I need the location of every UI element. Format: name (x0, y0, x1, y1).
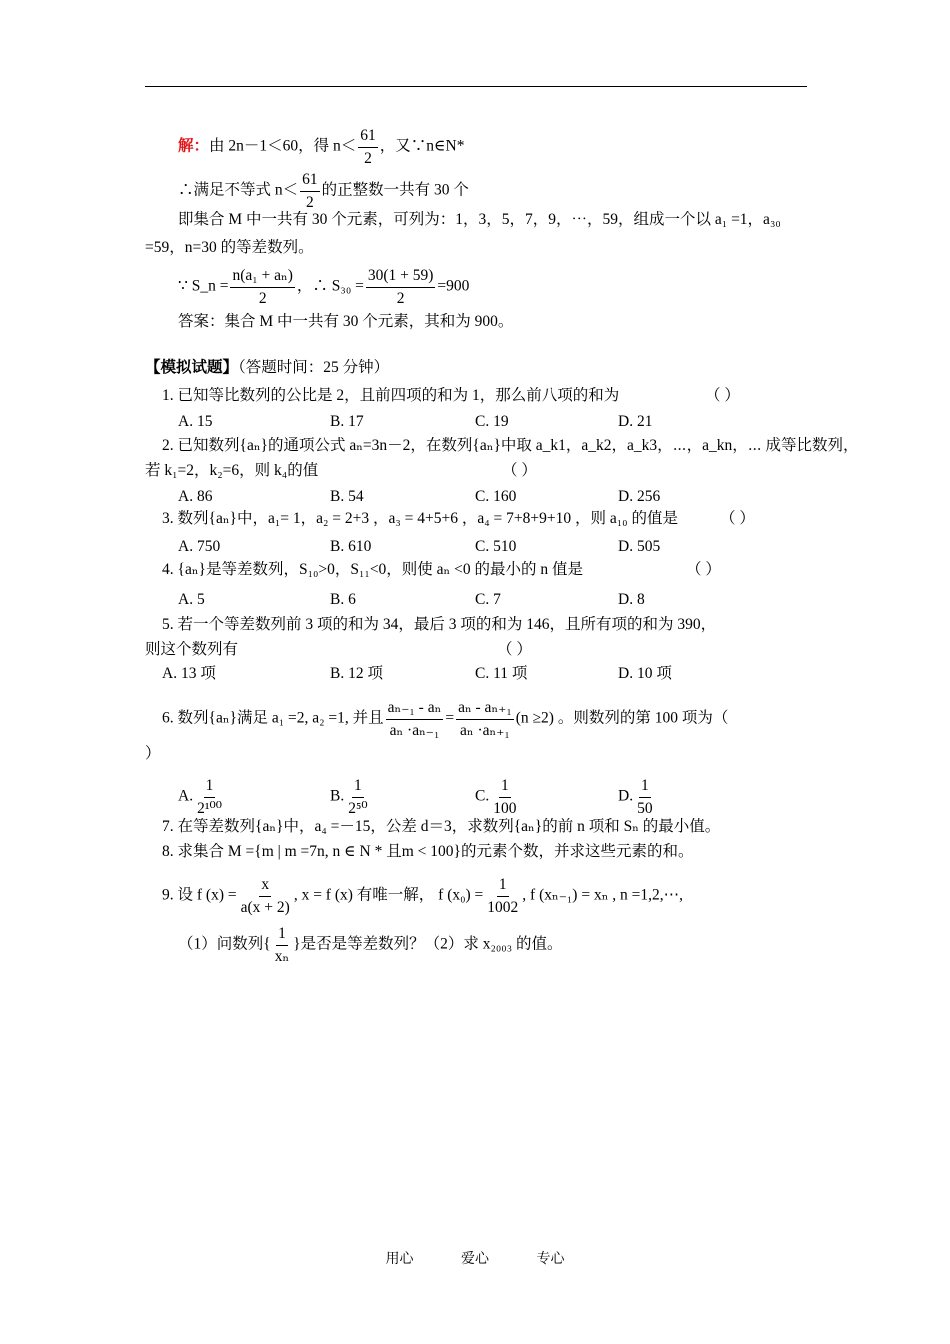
question-9-subparts: （1）问数列{ $\frac{1}{\text{xₙ}}$ }是否是等差数列？（2）求 x₂₀₀₃ 的值。 (178, 925, 563, 965)
option-a: A. 13 项 (162, 665, 216, 682)
question-4: 4. {aₙ}是等差数列，S₁₀>0，S₁₁<0，则使 aₙ <0 的最小的 n 值是 (162, 561, 584, 578)
fraction: $\frac{\text{n(a₁ + aₙ)}}{2}$ (232, 267, 293, 307)
option-d: D. 256 (618, 488, 661, 505)
answer-paren: （ ） (686, 561, 721, 578)
section-time: （答题时间：25 分钟） (238, 359, 390, 376)
answer-paren: （ ） (497, 641, 532, 658)
option-a: A. 15 (178, 413, 213, 430)
option-d: D. 10 项 (618, 665, 672, 682)
question-3: 3. 数列{aₙ}中，a₁= 1，a₂ = 2+3 ，a₃ = 4+5+6 ，a₄ = 7+8+9+10 ，则 a₁₀ 的值是 (162, 510, 678, 527)
fraction: $\frac{x}{a(x + 2)}$ (240, 876, 290, 916)
header-rule (145, 86, 807, 87)
answer-paren: （ ） (705, 387, 740, 404)
option-b: B. 610 (330, 538, 372, 555)
footer-text: 专心 (536, 1252, 565, 1267)
solution-line-1: 解：由 2n－1＜60，得 n＜ $\frac{61}{2}$ ，又∵n∈N* (178, 127, 465, 167)
solution-line-2: ∴满足不等式 n＜ $\frac{61}{2}$ 的正整数一共有 30 个 (178, 171, 469, 211)
option-d: D. 21 (618, 413, 653, 430)
option-d: D. $\frac{1}{50}$ (618, 777, 653, 817)
option-a: A. 5 (178, 591, 205, 608)
option-b: B. 6 (330, 591, 356, 608)
question-8: 8. 求集合 M ={m | m =7n, n ∈ N * 且m < 100}的元素个数，并求这些元素的和。 (162, 843, 694, 860)
question-1: 1. 已知等比数列的公比是 2，且前四项的和为 1，那么前八项的和为 (162, 387, 620, 404)
footer-text: 用心 (385, 1252, 414, 1267)
fraction: $\frac{61}{2}$ (360, 127, 376, 167)
question-6-close: ） (145, 745, 161, 762)
answer-paren: （ ） (502, 462, 537, 479)
option-c: C. 510 (475, 538, 517, 555)
option-b: B. 12 项 (330, 665, 383, 682)
fraction: $\frac{1}{100}$ (493, 777, 517, 817)
question-2-line-2: 若 k₁=2，k₂=6，则 k₄的值 (145, 462, 319, 479)
option-a: A. $\frac{1}{\text{2¹⁰⁰}}$ (178, 777, 222, 817)
question-6: 6. 数列{aₙ}满足 a₁ =2, a₂ =1, 并且 $\frac{\text{aₙ₋₁ - aₙ}}{\text{aₙ ·aₙ₋₁}}$ = $\frac{\text{aₙ - aₙ₊₁}}{\text{aₙ ·aₙ₊₁}}$ (n ≥2) 。则数列的第 100 项为（ (162, 699, 729, 739)
section-title: 【模拟试题】 (145, 359, 239, 376)
fraction: $\frac{30(1 + 59)}{2}$ (367, 267, 434, 307)
fraction: $\frac{1}{\text{xₙ}}$ (274, 925, 290, 965)
option-c: C. $\frac{1}{100}$ (475, 777, 517, 817)
footer-text: 爱心 (461, 1252, 489, 1267)
fraction: $\frac{1}{\text{2⁵⁰}}$ (348, 777, 368, 817)
question-2-line-1: 2. 已知数列{aₙ}的通项公式 aₙ=3n－2，在数列{aₙ}中取 a_k1，a_k2，a_k3，⋯，a_kn，⋯ 成等比数列， (162, 437, 859, 454)
question-5-line-1: 5. 若一个等差数列前 3 项的和为 34，最后 3 项的和为 146，且所有项的和为 390， (162, 616, 717, 633)
solution-answer: 答案：集合 M 中一共有 30 个元素，其和为 900。 (178, 313, 514, 330)
solution-line-4: =59，n=30 的等差数列。 (145, 239, 314, 256)
fraction: $\frac{1}{\text{2¹⁰⁰}}$ (197, 777, 222, 817)
section-heading (145, 358, 389, 378)
page-footer (0, 1248, 950, 1268)
solution-line-5: ∵ S_n = $\frac{\text{n(a₁ + aₙ)}}{2}$ ，∴ S₃₀ = $\frac{30(1 + 59)}{2}$ =900 (178, 267, 470, 307)
answer-paren: （ ） (720, 510, 755, 527)
question-7: 7. 在等差数列{aₙ}中，a₄ =－15，公差 d＝3，求数列{aₙ}的前 n 项和 Sₙ 的最小值。 (162, 818, 721, 835)
option-c: C. 7 (475, 591, 501, 608)
fraction: $\frac{61}{2}$ (302, 171, 318, 211)
question-5-line-2: 则这个数列有 (145, 641, 239, 658)
fraction: $\frac{\text{aₙ - aₙ₊₁}}{\text{aₙ ·aₙ₊₁}}$ (458, 699, 512, 739)
fraction: $\frac{1}{1002}$ (487, 876, 519, 916)
solution-line-3: 即集合 M 中一共有 30 个元素，可列为：1，3，5，7，9，⋯，59，组成一个以 a₁ =1，a₃₀ (178, 211, 781, 228)
option-b: B. 54 (330, 488, 364, 505)
fraction: $\frac{1}{50}$ (637, 777, 653, 817)
option-c: C. 11 项 (475, 665, 528, 682)
option-c: C. 160 (475, 488, 517, 505)
option-d: D. 8 (618, 591, 645, 608)
question-9: 9. 设 f (x) = $\frac{x}{a(x + 2)}$ , x = f (x) 有唯一解， f (x₀) = $\frac{1}{1002}$ , f (xₙ₋₁) = xₙ , n =1,2,⋯, (162, 876, 684, 916)
fraction: $\frac{\text{aₙ₋₁ - aₙ}}{\text{aₙ ·aₙ₋₁}}$ (387, 699, 442, 739)
option-a: A. 86 (178, 488, 213, 505)
option-a: A. 750 (178, 538, 221, 555)
option-b: B. 17 (330, 413, 364, 430)
option-c: C. 19 (475, 413, 509, 430)
option-d: D. 505 (618, 538, 661, 555)
solution-label: 解： (178, 137, 210, 155)
option-b: B. $\frac{1}{\text{2⁵⁰}}$ (330, 777, 368, 817)
